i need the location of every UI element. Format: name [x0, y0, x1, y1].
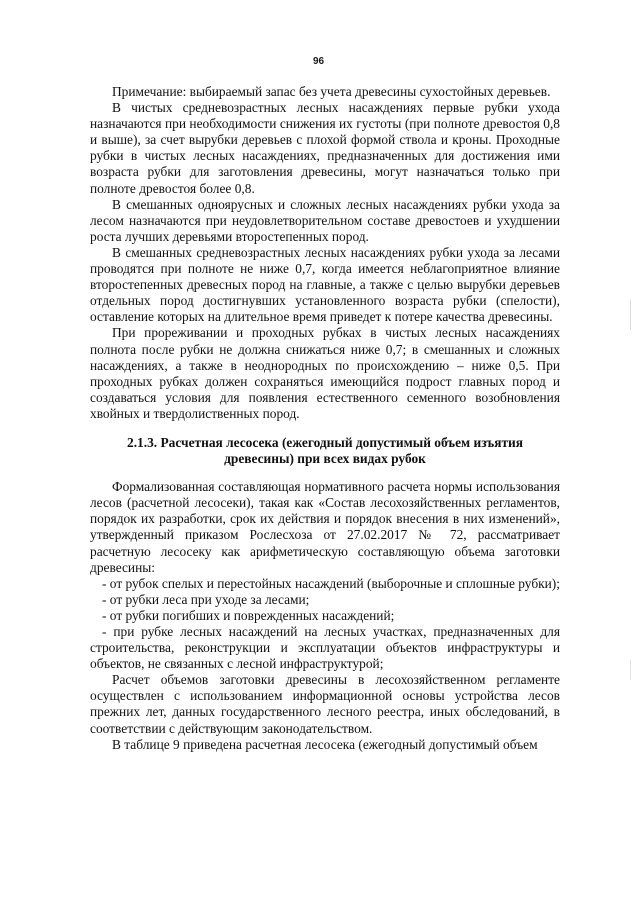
- intro-paragraph: Формализованная составляющая нормативного расчета нормы использования лесов (расчетной лесосеки), такая как «Состав лесохозяйственных регламентов, порядок их разработки, срок их действия и порядок внесения в них изменений», утвержденный приказом Рослесхоза от 27.02.2017 № 72, рассматривает расчетную лесосеку как арифметическую составляющую объема заготовки древесины:: [90, 479, 560, 575]
- body-paragraph: Расчет объемов заготовки древесины в лесохозяйственном регламенте осуществлен с использованием информационной основы устройства лесов прежних лет, данных государственного лесного реестра, иных обследований, в соответствии с действующим законодательством.: [90, 672, 560, 736]
- section-heading: 2.1.3. Расчетная лесосека (ежегодный допустимый объем изъятия древесины) при всех видах рубок: [127, 434, 523, 467]
- body-paragraph: В чистых средневозрастных лесных насаждениях первые рубки ухода назначаются при необходимости снижения их густоты (при полноте древостоя 0,8 и выше), за счет вырубки деревьев с плохой формой ствола и кроны. Проходные рубки в чистых лесных насаждениях, предназначенных для достижения ими возраста рубки для заготовления древесины, могут назначаться только при полноте древостоя более 0,8.: [90, 100, 560, 196]
- page-number: 96: [312, 56, 325, 67]
- list-item: - при рубке лесных насаждений на лесных участках, предназначенных для строительства, реконструкции и эксплуатации объектов инфраструктуры и объектов, не связанных с лесной инфраструктурой;: [90, 624, 560, 672]
- scan-margin-mark: [630, 660, 631, 680]
- list-item: - от рубки леса при уходе за лесами;: [102, 591, 310, 607]
- body-paragraph: При прореживании и проходных рубках в чистых лесных насаждениях полнота после рубки не должна снижаться ниже 0,7; в смешанных и сложных насаждениях, а также в неоднородных по происхождению – ниже 0,5. При проходных рубках должен сохраняться имеющийся подрост главных пород и создаваться условия для появления естественного семенного возобновления хвойных и твердолиственных пород.: [90, 325, 560, 421]
- body-paragraph: В смешанных одноярусных и сложных лесных насаждениях рубки ухода за лесом назначаются при неудовлетворительном составе древостоев и ухудшении роста лучших деревьями второстепенных пород.: [90, 196, 560, 244]
- body-paragraph: В смешанных средневозрастных лесных насаждениях рубки ухода за лесами проводятся при полноте не ниже 0,7, когда имеется неблагоприятное влияние второстепенных древесных пород на главные, а также с целью вырубки деревьев отдельных пород достигнувших установленного возраста рубки (спелости), оставление которых на длительное время приведет к потере качества древесины.: [90, 244, 560, 325]
- list-item: - от рубки погибших и поврежденных насаждений;: [102, 607, 395, 623]
- scan-margin-mark: [630, 300, 631, 330]
- list-item: - от рубок спелых и перестойных насаждений (выборочные и сплошные рубки);: [102, 575, 560, 591]
- note-paragraph: Примечание: выбираемый запас без учета древесины сухостойных деревьев.: [112, 84, 551, 99]
- document-body: [90, 84, 560, 753]
- body-paragraph: В таблице 9 приведена расчетная лесосека (ежегодный допустимый объем: [112, 736, 538, 752]
